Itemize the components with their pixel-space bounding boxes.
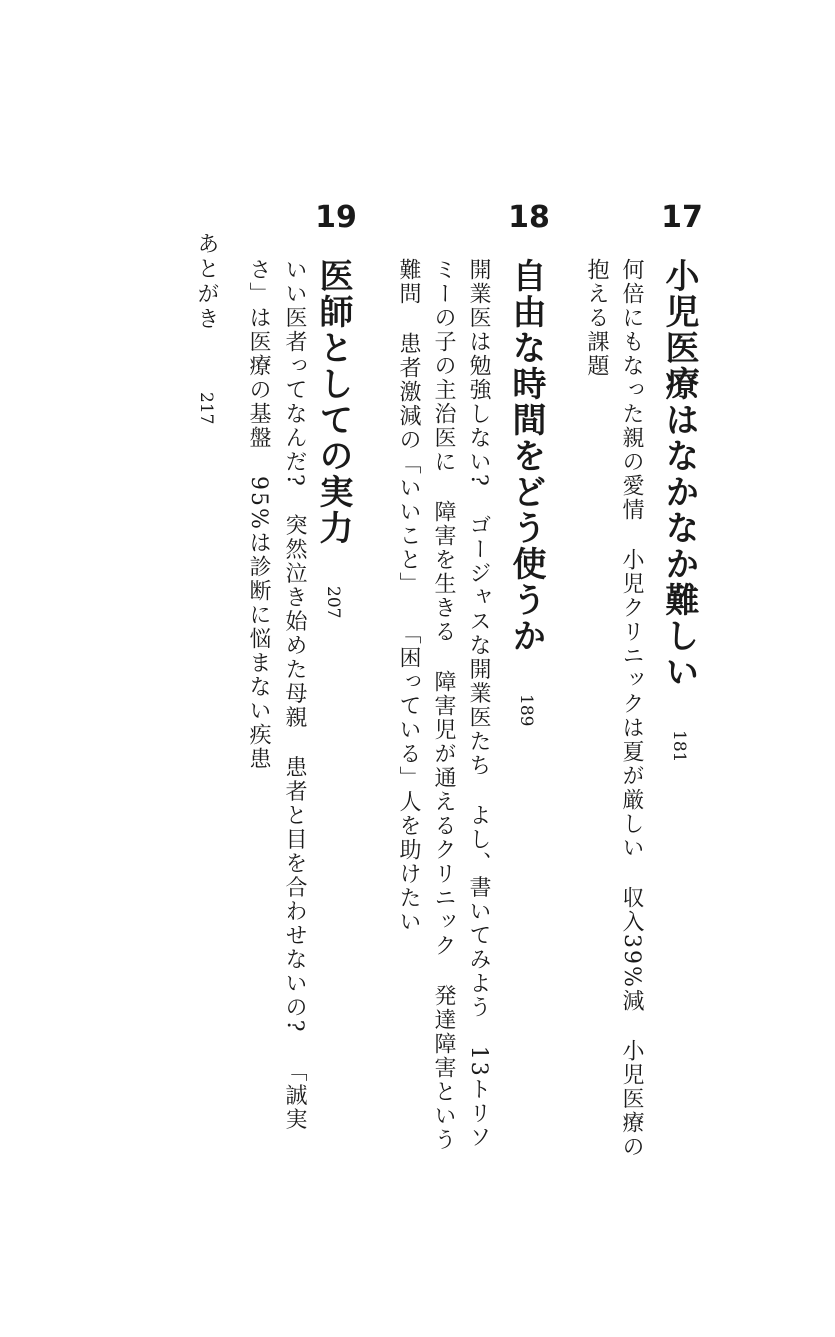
chapter-page-number: 181: [669, 730, 689, 763]
section-entry: 発達障害という: [431, 984, 456, 1152]
section-entry: 患者激減の「いいこと」: [396, 332, 421, 596]
section-entry: 難問: [396, 258, 421, 306]
section-line: [585, 258, 607, 378]
section-entry: 13トリソ: [466, 1045, 491, 1150]
section-entry: 突然泣き始めた母親: [282, 513, 307, 730]
section-line: [432, 258, 454, 1152]
chapter-page-number: 207: [323, 586, 343, 619]
section-entry: 何倍にもなった親の愛情: [619, 258, 644, 522]
section-entry: 障害児が通えるクリニック: [431, 670, 456, 958]
section-entry: 「困っている」人を助けたい: [396, 622, 421, 934]
chapter-page-number: 189: [516, 694, 536, 727]
section-entry: 抱える課題: [584, 258, 609, 378]
chapter-title: 小児医療はなかなか難しい: [659, 258, 699, 690]
section-entry: ゴージャスな開業医たち: [466, 513, 491, 778]
section-entry: 患者と目を合わせないの?: [282, 755, 307, 1034]
chapter-title: 医師としての実力: [313, 258, 353, 546]
section-entry: 障害を生きる: [431, 500, 456, 644]
chapter-title: 自由な時間をどう使うか: [506, 258, 546, 654]
chapter-number: 17: [661, 200, 703, 235]
section-line: [620, 258, 642, 1159]
section-entry: ミーの子の主治医に: [431, 258, 456, 474]
chapter-heading: [659, 258, 699, 763]
section-line: [247, 258, 269, 771]
chapter-heading: [506, 258, 546, 727]
section-line: [397, 258, 419, 934]
chapter-number: 19: [315, 200, 357, 235]
section-entry: 小児クリニックは夏が厳しい: [619, 548, 644, 860]
section-line: [467, 258, 489, 1150]
section-entry: 収入39%減: [619, 886, 644, 1013]
afterword-entry: [195, 232, 217, 424]
section-entry: いい医者ってなんだ?: [282, 258, 307, 488]
section-entry: よし、書いてみよう: [466, 803, 491, 1020]
chapter-heading: [313, 258, 353, 619]
section-entry: 「誠実: [282, 1059, 307, 1132]
section-entry: 開業医は勉強しない?: [466, 258, 491, 488]
section-entry: 95%は診断に悩まない疾患: [246, 476, 271, 771]
chapter-number: 18: [508, 200, 550, 235]
section-entry: 小児医療の: [619, 1038, 644, 1159]
afterword-page-number: 217: [196, 392, 216, 425]
section-entry: さ」は医療の基盤: [246, 258, 271, 450]
section-line: [283, 258, 305, 1132]
afterword-title: あとがき: [194, 232, 219, 332]
